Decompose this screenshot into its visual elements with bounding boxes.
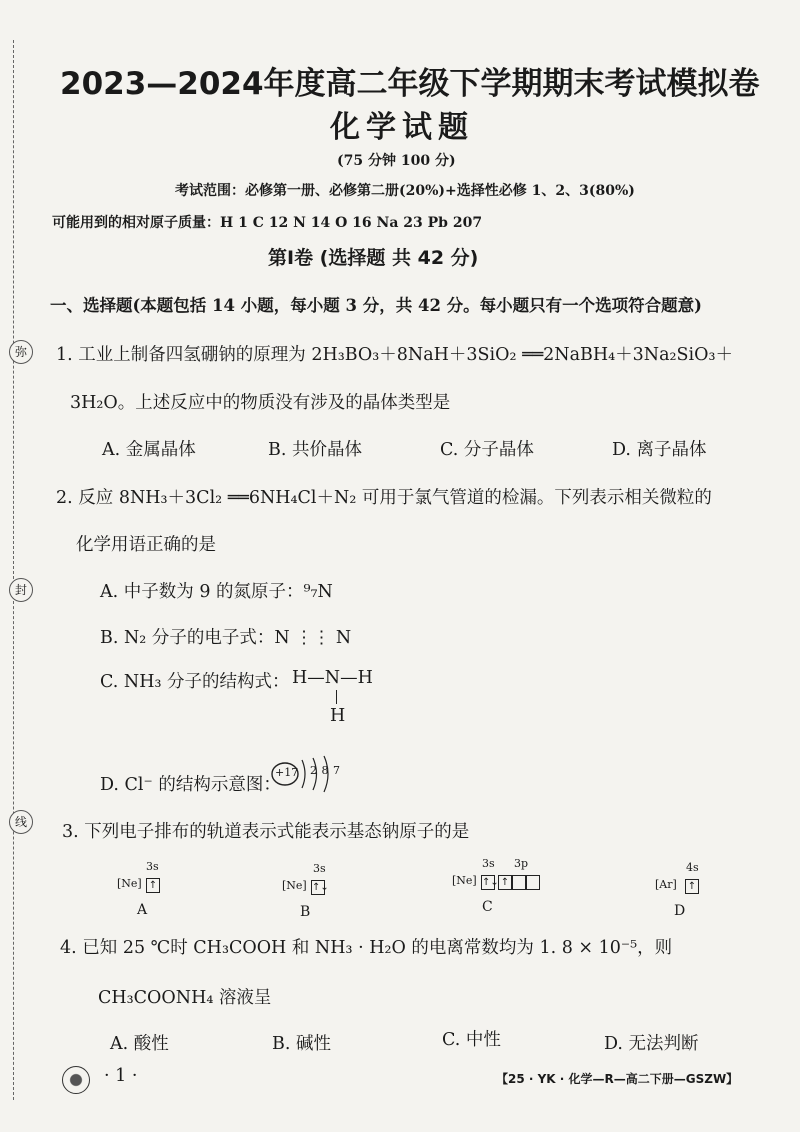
q3-stem: 3. 下列电子排布的轨道表示式能表示基态钠原子的是 (62, 822, 470, 842)
q3-b-core: [Ne] (282, 879, 307, 892)
q4-option-c: C. 中性 (442, 1030, 501, 1050)
q3-option-b-letter: B (300, 904, 311, 920)
section-heading: 第Ⅰ卷 (选择题 共 42 分) (268, 247, 479, 269)
q1-option-d: D. 离子晶体 (612, 440, 707, 460)
q2-option-c-formula: H—N—H (292, 668, 373, 688)
q3-b-orbital-label: 3s (313, 862, 326, 875)
q4-option-b: B. 碱性 (272, 1034, 331, 1054)
q1-stem-line1: 1. 工业上制备四氢硼钠的原理为 2H₃BO₃＋8NaH＋3SiO₂ ══2NaBH₄＋3Na₂SiO₃＋ (56, 345, 733, 365)
q2-option-d-label: D. Cl⁻ 的结构示意图： (100, 775, 281, 795)
chloride-shells: 2 8 7 (310, 764, 340, 777)
q1-option-c: C. 分子晶体 (440, 440, 534, 460)
q3-d-core: [Ar] (655, 878, 677, 891)
margin-mark-xian: 线 (9, 810, 33, 834)
orbital-box-3p-3 (526, 875, 540, 890)
q3-b-orbitals (311, 877, 329, 896)
time-score: (75 分钟 100 分) (337, 153, 456, 169)
q3-c-orbitals (481, 872, 540, 891)
margin-mark-mi: 弥 (9, 340, 33, 364)
q2-bond-line (336, 690, 337, 704)
q2-option-c-label: C. NH₃ 分子的结构式： (100, 672, 290, 692)
orbital-box-3s: ↑↓ (312, 882, 329, 893)
q1-option-b: B. 共价晶体 (268, 440, 362, 460)
q3-c-orbital-label-3p: 3p (514, 857, 529, 870)
q3-a-orbital-label: 3s (146, 860, 159, 873)
q3-a-orbitals (146, 875, 160, 894)
q2-option-c-bottom-h: H (330, 706, 346, 726)
q4-option-d: D. 无法判断 (604, 1034, 699, 1054)
q4-option-a: A. 酸性 (110, 1034, 169, 1054)
atomic-mass: 可能用到的相对原子质量：H 1 C 12 N 14 O 16 Na 23 Pb 207 (52, 215, 483, 231)
page-number: · 1 · (104, 1066, 138, 1086)
q2-stem-line1: 2. 反应 8NH₃＋3Cl₂ ══6NH₄Cl＋N₂ 可用于氯气管道的检漏。下列表示相关微粒的 (56, 488, 712, 508)
chloride-nucleus: +17 (275, 766, 299, 779)
q4-stem-line1: 4. 已知 25 ℃时 CH₃COOH 和 NH₃ · H₂O 的电离常数均为 1. 8 × 10⁻⁵，则 (60, 938, 673, 958)
paper-code: 【25 · YK · 化学—R—高二下册—GSZW】 (496, 1072, 739, 1086)
orbital-box-3s: ↑↓ (482, 877, 499, 888)
q3-d-orbital-label: 4s (686, 861, 699, 874)
q2-stem-line2: 化学用语正确的是 (76, 535, 216, 555)
q3-option-d-letter: D (674, 903, 686, 919)
orbital-box-3p-1: ↑ (498, 875, 512, 890)
binding-line (13, 40, 14, 1100)
margin-mark-feng: 封 (9, 578, 33, 602)
q1-option-a: A. 金属晶体 (102, 440, 196, 460)
q3-c-core: [Ne] (452, 874, 477, 887)
q3-c-orbital-label-3s: 3s (482, 857, 495, 870)
q4-stem-line2: CH₃COONH₄ 溶液呈 (98, 988, 272, 1008)
orbital-box-3p-2 (512, 875, 526, 890)
orbital-box-3s: ↑ (146, 878, 160, 893)
q3-option-a-letter: A (137, 902, 148, 918)
orbital-box-4s: ↑ (685, 879, 699, 894)
q3-option-c-letter: C (482, 899, 493, 915)
page-title: 2023—2024年度高二年级下学期期末考试模拟卷 (60, 66, 760, 102)
instructions: 一、选择题(本题包括 14 小题，每小题 3 分，共 42 分。每小题只有一个选项符合题意) (50, 296, 702, 315)
exam-scope: 考试范围：必修第一册、必修第二册(20%)+选择性必修 1、2、3(80%) (175, 183, 635, 199)
subject-title: 化学试题 (330, 110, 474, 145)
q3-a-core: [Ne] (117, 877, 142, 890)
q2-option-a: A. 中子数为 9 的氮原子：⁹₇N (100, 582, 333, 602)
publisher-logo-icon (62, 1066, 90, 1094)
q3-d-orbitals (685, 876, 699, 895)
q1-stem-line2: 3H₂O。上述反应中的物质没有涉及的晶体类型是 (70, 393, 451, 413)
q2-option-b: B. N₂ 分子的电子式：N ⋮⋮ N (100, 628, 352, 648)
